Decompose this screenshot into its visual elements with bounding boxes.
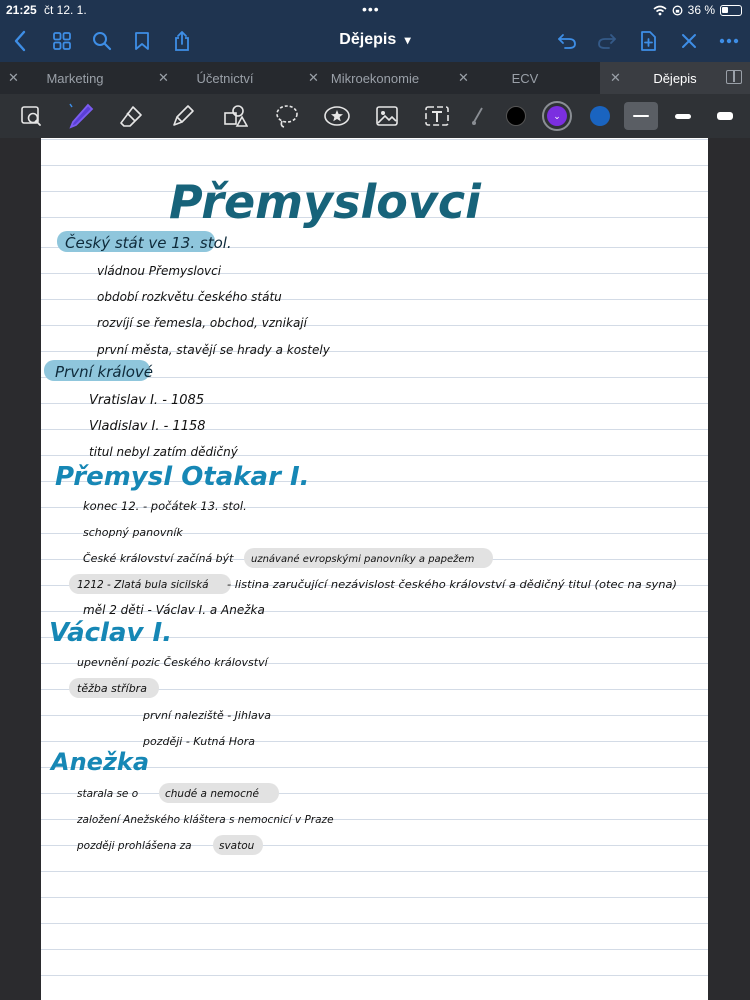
wifi-icon — [653, 5, 667, 16]
stroke-thin[interactable] — [624, 102, 658, 130]
tab-label: Dějepis — [653, 71, 697, 86]
color-swatch-black[interactable] — [506, 106, 526, 126]
multitasking-dots-icon[interactable]: ••• — [362, 1, 380, 17]
document-title[interactable]: Dějepis — [339, 31, 397, 48]
tab-close-icon[interactable]: ✕ — [610, 70, 621, 85]
list-item: Vladislav I. - 1158 — [89, 419, 206, 434]
rotation-lock-icon — [672, 5, 683, 16]
more-options-icon[interactable] — [716, 28, 742, 54]
shapes-icon[interactable] — [220, 102, 250, 130]
color-swatch-purple[interactable] — [542, 101, 572, 131]
close-icon[interactable] — [677, 28, 701, 54]
tab-label: Mikroekonomie — [330, 71, 420, 86]
tab-dejepis[interactable] — [600, 62, 750, 94]
section-heading: Václav I. — [49, 618, 173, 648]
eraser-icon[interactable] — [116, 102, 146, 130]
list-item: 1212 - Zlatá bula sicilská — [77, 579, 209, 591]
stroke-medium[interactable] — [666, 102, 700, 130]
list-item: - listina zaručující nezávislost českého království a dědičný titul (otec na syna) — [227, 579, 677, 591]
tab-label: Účetnictví — [196, 71, 254, 86]
status-right — [653, 3, 742, 17]
list-item: titul nebyl zatím dědičný — [89, 445, 238, 459]
battery-icon — [720, 5, 742, 16]
tab-close-icon[interactable]: ✕ — [158, 70, 169, 85]
list-item: později - Kutná Hora — [143, 735, 255, 748]
list-item: první naleziště - Jihlava — [143, 709, 271, 722]
redo-icon[interactable] — [595, 28, 619, 54]
split-view-icon[interactable] — [726, 70, 742, 84]
note-canvas — [0, 138, 750, 1000]
pen-icon[interactable] — [66, 102, 96, 130]
lasso-icon[interactable] — [272, 102, 302, 130]
section-heading: Přemysl Otakar I. — [55, 462, 310, 492]
chevron-down-icon[interactable]: ▾ — [404, 33, 411, 47]
sticker-icon[interactable] — [322, 102, 352, 130]
status-time: 21:25 — [6, 3, 37, 17]
stroke-thick[interactable] — [708, 102, 742, 130]
list-item: rozvíjí se řemesla, obchod, vznikají — [97, 316, 307, 330]
color-swatch-blue[interactable] — [590, 106, 610, 126]
bookmark-icon[interactable] — [130, 28, 154, 54]
list-item: uznávané evropskými panovníky a papežem — [251, 554, 475, 565]
laser-pointer-icon[interactable] — [468, 102, 488, 130]
list-item: období rozkvětu českého státu — [97, 290, 282, 304]
status-bar — [0, 0, 750, 22]
back-icon[interactable] — [8, 28, 32, 54]
tab-close-icon[interactable]: ✕ — [458, 70, 469, 85]
tab-ecv[interactable] — [450, 62, 600, 94]
list-item: těžba stříbra — [77, 682, 147, 695]
image-icon[interactable] — [372, 102, 402, 130]
list-item: svatou — [219, 840, 255, 852]
list-item: první města, stavějí se hrady a kostely — [97, 343, 330, 357]
drawing-toolbar — [0, 94, 750, 138]
list-item: vládnou Přemyslovci — [97, 264, 222, 278]
zoom-lasso-icon[interactable] — [16, 102, 46, 130]
list-item: měl 2 děti - Václav I. a Anežka — [83, 603, 265, 617]
status-date: čt 12. 1. — [44, 3, 87, 17]
navigation-bar — [0, 22, 750, 62]
chevron-down-icon: ⌄ — [547, 106, 567, 126]
section-heading: Anežka — [51, 748, 150, 776]
text-tool-icon[interactable] — [422, 102, 452, 130]
tab-label: Marketing — [46, 71, 104, 86]
list-item: založení Anežského kláštera s nemocnicí v Praze — [77, 814, 334, 826]
battery-percent: 36 % — [687, 3, 715, 17]
tab-ucetnictvi[interactable] — [150, 62, 300, 94]
search-icon[interactable] — [90, 28, 114, 54]
tab-bar — [0, 62, 750, 94]
list-item: konec 12. - počátek 13. stol. — [83, 499, 247, 513]
tab-marketing[interactable] — [0, 62, 150, 94]
note-page[interactable] — [41, 138, 708, 1000]
undo-icon[interactable] — [555, 28, 579, 54]
share-icon[interactable] — [170, 28, 194, 54]
list-item: schopný panovník — [83, 526, 183, 539]
list-item: později prohlášena za — [77, 840, 192, 852]
list-item: starala se o — [77, 788, 139, 800]
section-heading: První králové — [55, 363, 154, 381]
note-title: Přemyslovci — [169, 175, 481, 229]
handwritten-notes — [41, 138, 708, 1000]
tab-close-icon[interactable]: ✕ — [8, 70, 19, 85]
tab-close-icon[interactable]: ✕ — [308, 70, 319, 85]
list-item: upevnění pozic Českého království — [77, 656, 268, 669]
list-item: Vratislav I. - 1085 — [89, 393, 205, 408]
add-page-icon[interactable] — [636, 28, 660, 54]
highlighter-icon[interactable] — [168, 102, 198, 130]
list-item: České království začíná být — [83, 552, 234, 565]
tab-mikroekonomie[interactable] — [300, 62, 450, 94]
thumbnails-grid-icon[interactable] — [50, 28, 74, 54]
section-heading: Český stát ve 13. stol. — [65, 234, 232, 252]
tab-label: ECV — [511, 71, 539, 86]
list-item: chudé a nemocné — [165, 788, 259, 800]
